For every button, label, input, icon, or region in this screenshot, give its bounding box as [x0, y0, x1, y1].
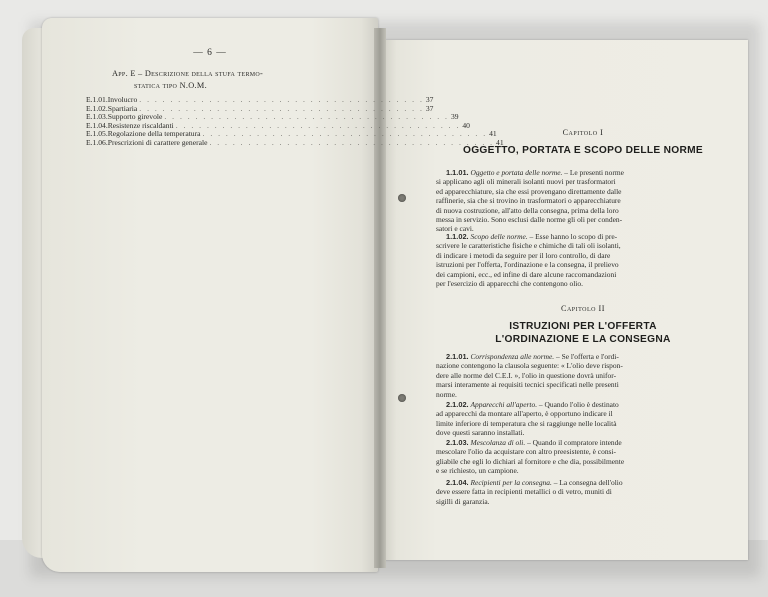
section-2-1-01: [436, 352, 730, 399]
section-2-1-03: [436, 438, 730, 476]
section-text-line: dei campioni, ecc., ed infine di dare alcune raccomandazioni: [436, 269, 617, 279]
toc-code: E.1.03.: [86, 112, 108, 122]
toc-title: Spartiaria: [107, 103, 138, 113]
section-text-line: mescolare l'olio da acquistare con altro preesistente, è consi-: [436, 447, 616, 457]
toc-leader-dots: . . . . . . . . . . . . . . . . . . . . . . . . . . . . . . . . . . . . .: [164, 112, 449, 122]
appendix-title-line1: App. E – Descrizione della stufa termo-: [112, 69, 264, 78]
section-text-line: gliabile che egli lo dichiari al fornitore e che dia, possibilmente: [436, 456, 625, 466]
section-title: Mescolanza di oli.: [470, 438, 526, 447]
section-title: Scopo delle norme.: [470, 232, 528, 241]
section-text-line: sigilli di garanzia.: [436, 496, 490, 506]
section-text-line: si applicano agli oli minerali isolanti nuovi per trasformatori: [436, 177, 616, 187]
section-text-line: messa in servizio. Sono esclusi dalle norme gli oli per conden-: [436, 215, 623, 225]
toc-page: 37: [425, 95, 434, 104]
section-2-1-04: [436, 478, 730, 506]
section-text-line: ed apparecchiature, sia che essi provengano direttamente dalle: [436, 186, 622, 196]
chapter-1-title: OGGETTO, PORTATA E SCOPO DELLE NORME: [462, 145, 704, 156]
section-number: 1.1.02.: [446, 232, 469, 241]
section-text-line: – Quando il compratore intende: [527, 438, 622, 447]
toc-title: Prescrizioni di carattere generale: [107, 137, 208, 147]
section-number: 2.1.01.: [446, 352, 469, 361]
chapter-2-title-line1: ISTRUZIONI PER L'OFFERTA: [509, 321, 657, 332]
section-text-line: raffinerie, sia che si trovino in trasformatori o apparecchiature: [436, 196, 621, 206]
toc-code: E.1.06.: [86, 137, 108, 147]
section-text-line: di indicare i metodi da seguire per il loro controllo, di dare: [436, 250, 611, 260]
section-text-line: dove questi saranno installati.: [436, 428, 525, 438]
section-title: Recipienti per la consegna.: [470, 478, 552, 487]
toc-code: E.1.04.: [86, 120, 108, 130]
toc-title: Involucro: [107, 95, 138, 104]
section-text-line: dere alle norme del C.E.I. », l'olio in questione dovrà unifor-: [436, 370, 617, 380]
section-text-line: satori e cavi.: [436, 224, 474, 234]
chapter-2-title-line2: L'ORDINAZIONE E LA CONSEGNA: [495, 334, 671, 345]
section-number: 2.1.02.: [446, 400, 469, 409]
toc-code: E.1.02.: [86, 103, 108, 113]
section-text-line: – Esse hanno lo scopo di pre-: [529, 232, 618, 241]
section-number: 2.1.03.: [446, 438, 469, 447]
section-text-line: – Se l'offerta e l'ordi-: [556, 352, 619, 361]
section-text-line: – Quando l'olio è destinato: [538, 400, 619, 409]
section-1-1-01: [436, 168, 730, 234]
section-1-1-02: [436, 232, 730, 288]
section-title: Corrispondenza alle norme.: [470, 352, 555, 361]
toc-code: E.1.05.: [86, 129, 108, 139]
section-text-line: marsi interamente ai requisiti tecnici specificati nelle presenti: [436, 380, 619, 390]
section-title: Oggetto e portata delle norme.: [470, 168, 563, 177]
section-number: 2.1.04.: [446, 478, 469, 487]
section-text-line: – Le presenti norme: [564, 168, 624, 177]
toc-title: Regolazione della temperatura: [107, 129, 201, 139]
section-text-line: di nuova costruzione, all'atto della consegna, prima della loro: [436, 205, 619, 215]
section-text-line: e se richiesto, un campione.: [436, 466, 519, 476]
section-text-line: norme.: [436, 389, 457, 399]
section-text-line: istruzioni per l'offerta, l'ordinazione e la consegna, il prelievo: [436, 260, 619, 270]
toc-leader-dots: . . . . . . . . . . . . . . . . . . . . . . . . . . . . . . . . . . . . .: [139, 95, 424, 104]
toc-row: [86, 137, 504, 148]
section-text-line: scrivere le caratteristiche fisiche e chimiche di tali oli isolanti,: [436, 241, 621, 251]
section-text-line: limite inferiore di temperatura che si raggiunge nelle località: [436, 418, 617, 428]
appendix-title: [112, 68, 322, 92]
binding-hole-top: [398, 194, 406, 202]
toc-page: 41: [489, 129, 497, 139]
section-title: Apparecchi all'aperto.: [470, 400, 538, 409]
section-text-line: per l'esercizio di apparecchi che contengono olio.: [436, 279, 583, 289]
section-2-1-02: [436, 400, 730, 438]
toc-page: 39: [450, 112, 459, 122]
toc-leader-dots: . . . . . . . . . . . . . . . . . . . . . . . . . . . . . . . . . . . . .: [209, 137, 495, 147]
toc-title: Supporto girevole: [107, 112, 163, 122]
section-text-line: ad apparecchi da montare all'aperto, è opportuno indicare il: [436, 409, 613, 419]
toc-page: 41: [496, 137, 504, 147]
table-of-contents: [86, 95, 504, 148]
toc-page: 40: [462, 120, 470, 130]
toc-page: 37: [425, 103, 434, 113]
toc-code: E.1.01.: [86, 95, 108, 104]
toc-title: Resistenze riscaldanti: [107, 120, 174, 130]
appendix-title-line2: statica tipo N.O.M.: [134, 81, 207, 90]
section-number: 1.1.01.: [446, 168, 469, 177]
binding-hole-bottom: [398, 394, 406, 402]
toc-leader-dots: . . . . . . . . . . . . . . . . . . . . . . . . . . . . . . . . . . . . .: [139, 103, 424, 113]
chapter-1-label: Capitolo I: [562, 128, 604, 137]
chapter-2-label: Capitolo II: [560, 304, 606, 313]
toc-leader-dots: . . . . . . . . . . . . . . . . . . . . . . . . . . . . . . . . . . . . .: [202, 129, 488, 139]
section-text-line: nazione contengono la clausola seguente: « L'olio deve rispon-: [436, 361, 623, 371]
toc-leader-dots: . . . . . . . . . . . . . . . . . . . . . . . . . . . . . . . . . . . . .: [175, 120, 461, 130]
section-text-line: – La consegna dell'olio: [553, 478, 623, 487]
page-number: — 6 —: [193, 48, 227, 58]
section-text-line: deve essere fatta in recipienti metallici o di vetro, muniti di: [436, 487, 612, 497]
